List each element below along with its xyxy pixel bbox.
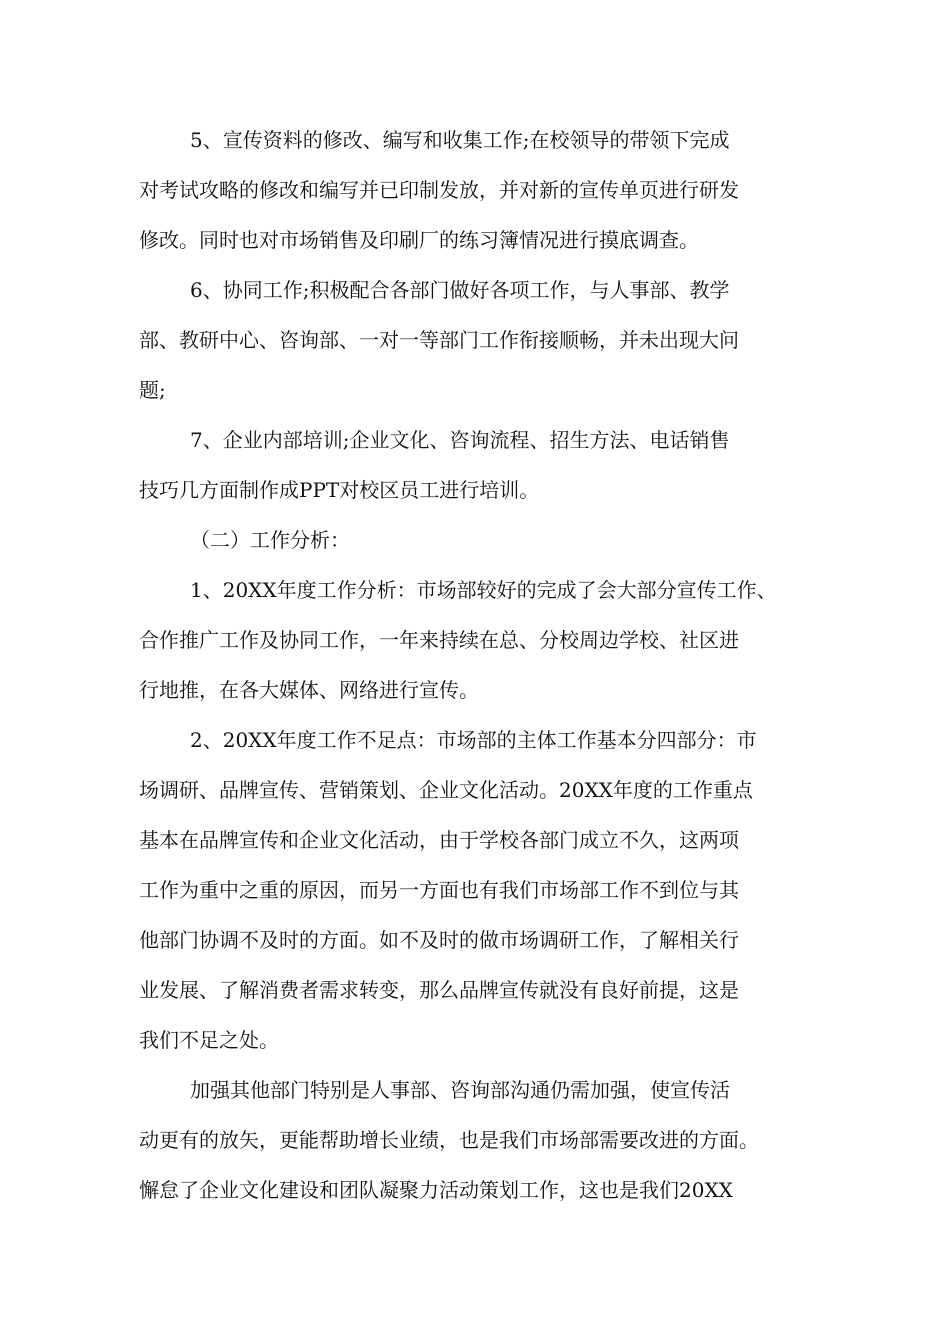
text-line: 题; (139, 378, 166, 402)
text-line: 合作推广工作及协同工作，一年来持续在总、分校周边学校、社区进 (139, 628, 739, 652)
text-line: 对考试攻略的修改和编写并已印制发放，并对新的宣传单页进行研发 (139, 178, 739, 202)
text-line: 1、20XX年度工作分析：市场部较好的完成了会大部分宣传工作、 (190, 578, 777, 602)
section-heading: （二）工作分析： (190, 528, 350, 552)
text-line: 动更有的放矢，更能帮助增长业绩，也是我们市场部需要改进的方面。 (139, 1128, 759, 1152)
text-line: 懈怠了企业文化建设和团队凝聚力活动策划工作，这也是我们20XX (139, 1178, 733, 1202)
text-line: 他部门协调不及时的方面。如不及时的做市场调研工作，了解相关行 (139, 928, 739, 952)
text-line: 场调研、品牌宣传、营销策划、企业文化活动。20XX年度的工作重点 (139, 778, 753, 802)
text-line: 基本在品牌宣传和企业文化活动，由于学校各部门成立不久，这两项 (139, 828, 739, 852)
text-line: 业发展、了解消费者需求转变，那么品牌宣传就没有良好前提，这是 (139, 978, 739, 1002)
text-line: 行地推，在各大媒体、网络进行宣传。 (139, 678, 479, 702)
text-line: 加强其他部门特别是人事部、咨询部沟通仍需加强，使宣传活 (190, 1078, 730, 1102)
text-line: 5、宣传资料的修改、编写和收集工作;在校领导的带领下完成 (190, 128, 730, 152)
text-line: 6、协同工作;积极配合各部门做好各项工作，与人事部、教学 (190, 278, 730, 302)
text-line: 修改。同时也对市场销售及印刷厂的练习簿情况进行摸底调查。 (139, 228, 699, 252)
text-line: 7、企业内部培训;企业文化、咨询流程、招生方法、电话销售 (190, 428, 730, 452)
text-line: 技巧几方面制作成PPT对校区员工进行培训。 (139, 478, 540, 502)
text-line: 我们不足之处。 (139, 1028, 279, 1052)
text-line: 部、教研中心、咨询部、一对一等部门工作衔接顺畅，并未出现大问 (139, 328, 739, 352)
text-line: 工作为重中之重的原因，而另一方面也有我们市场部工作不到位与其 (139, 878, 739, 902)
text-line: 2、20XX年度工作不足点：市场部的主体工作基本分四部分：市 (190, 728, 757, 752)
